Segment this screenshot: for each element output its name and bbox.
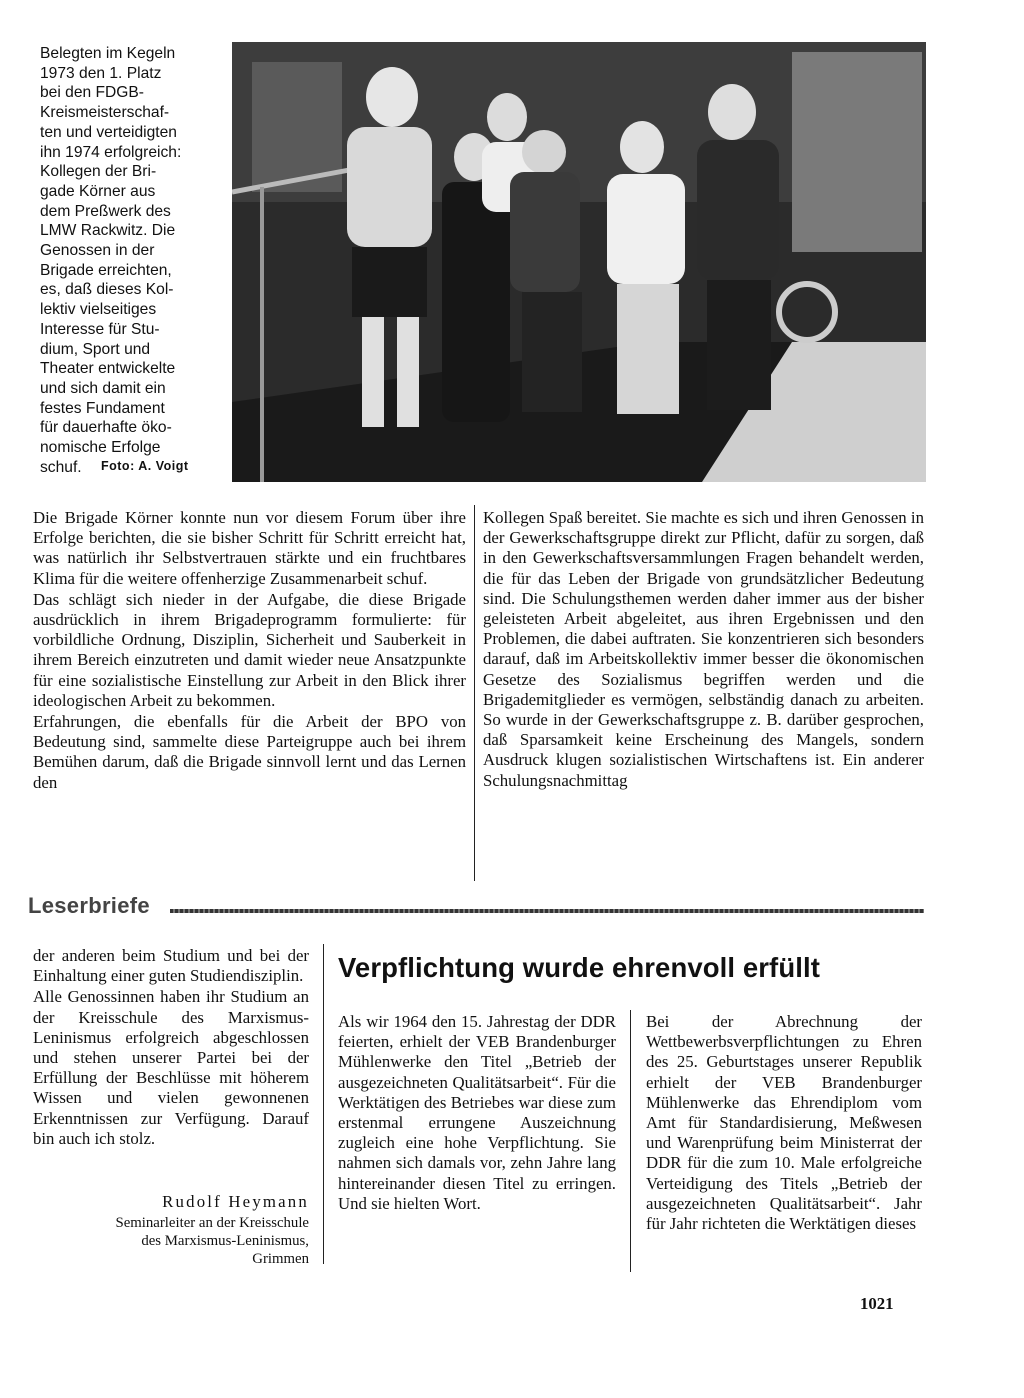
letter-2-column-2 <box>646 1012 922 1234</box>
article-paragraph: Erfahrungen, die ebenfalls für die Arbeit der BPO von Bedeutung sind, sammelte diese Parteigruppe auch bei ihrem Bemühen darum, daß die Brigade sinnvoll lernt und das Lernen den <box>33 712 466 792</box>
section-rule <box>170 909 924 913</box>
letter-1-author: Rudolf Heymann <box>162 1192 309 1211</box>
section-header <box>28 893 924 923</box>
letter-paragraph: Alle Genossinnen haben ihr Studium an der Kreisschule des Marxismus-Leninismus erfolgreich abgeschlossen und stehen unserer Partei bei der Erfüllung der Beschlüsse mit höherem Wissen und vielen gewonnenen Erkenntnissen zur Verfügung. Darauf bin auch ich stolz. <box>33 987 309 1148</box>
letter-paragraph: Als wir 1964 den 15. Jahrestag der DDR feierten, erhielt der VEB Brandenburger Mühlenwerke den Titel „Betrieb der ausgezeichneten Qualitätsarbeit“. Für die Werktätigen des Betriebes war diese zum erstenmal errungene Auszeichnung zugleich eine hohe Verpflichtung. Sie nahmen sich damals vor, zehn Jahre lang hintereinander diesen Titel zu erringen. Und sie hielten Wort. <box>338 1012 616 1213</box>
photo-credit: Foto: A. Voigt <box>101 459 189 473</box>
letter-2-column-1 <box>338 1012 616 1214</box>
article-paragraph: Kollegen Spaß bereitet. Sie machte es sich und ihren Genossen in der Gewerkschaftsgruppe direkt zur Pflicht, dafür zu sorgen, daß in den Gewerkschaftsversammlungen Fragen behandelt werden, die für das Leben der Brigade von grundsätzlicher Bedeutung sind. Die Schulungsthemen werden daher immer aus der bisher geleisteten Arbeit abgeleitet, aus ihren Ergebnissen und den Problemen, die dabei auftraten. Sie konzentrieren sich besonders darauf, daß im Arbeitskollektiv immer besser die ökonomischen Gesetze des Sozialismus begriffen werden und die Brigademitglieder es vermögen, selbständig danach zu arbeiten. So wurde in der Gewerkschaftsgruppe z. B. darüber gesprochen, daß Sparsamkeit keine Erscheinung des Mangels, sondern Ausdruck klugen sozialistischen Wirtschaftens ist. Ein anderer Schulungsnachmittag <box>483 508 924 790</box>
section-label: Leserbriefe <box>28 893 150 918</box>
article-column-1 <box>33 508 466 793</box>
page-number: 1021 <box>860 1294 894 1313</box>
letter-paragraph: Bei der Abrechnung der Wettbewerbsverpflichtungen zu Ehren des 25. Geburtstages unserer Republik erhielt der VEB Brandenburger Mühlenwerke das Ehrendiplom vom Amt für Standardisierung, Meßwesen und Warenprüfung beim Ministerrat der DDR für die zum 10. Male erfolgreiche Verteidigung des Titels „Betrieb der ausgezeichneten Qualitätsarbeit“. Jahr für Jahr richteten die Werktätigen dieses <box>646 1012 922 1234</box>
article-column-2 <box>483 508 924 791</box>
letter-2-headline: Verpflichtung wurde ehrenvoll erfüllt <box>338 952 820 983</box>
photo-caption: Belegten im Kegeln 1973 den 1. Platz bei den FDGB- Kreismeisterschaf- ten und verteidigten ihn 1974 erfolgreich: Kollegen der Bri- gade Körner aus dem Preßwerk des LMW Rackwitz. Die Genossen in der Brigade erreichten, es, daß dieses Kol- lektiv vielseitiges Interesse für Stu- dium, Sport und Theater entwickelte und sich damit ein festes Fundament für dauerhafte öko- nomische Erfolge schuf. <box>40 45 182 476</box>
letter-paragraph: der anderen beim Studium und bei der Einhaltung einer guten Studiendisziplin. <box>33 946 309 986</box>
photo-illustration <box>232 42 926 482</box>
column-divider <box>323 944 324 1264</box>
column-divider <box>630 1010 631 1272</box>
article-paragraph: Die Brigade Körner konnte nun vor diesem Forum über ihre Erfolge berichten, die sie bisher Schritt für Schritt erreicht hat, was natürlich ihr Selbstvertrauen stärkte und ein fruchtbares Klima für die weitere offenherzige Zusammenarbeit schuf. <box>33 508 466 588</box>
letter-1-body <box>33 946 309 1149</box>
column-divider <box>474 505 475 881</box>
letter-1-author-role: Seminarleiter an der Kreisschule des Marxismus-Leninismus, Grimmen <box>115 1215 309 1267</box>
article-paragraph: Das schlägt sich nieder in der Aufgabe, die diese Brigade ausdrücklich in ihrem Brigadeprogramm formulierte: für vorbildliche Ordnung, Disziplin, Sicherheit und Sauberkeit in ihrem Bereich einzutreten und damit wieder neue Ansatzpunkte für eine sozialistische Einstellung zur Arbeit in den Blick ihrer ideologischen Arbeit zu bekommen. <box>33 589 466 710</box>
bowling-team-photo <box>232 42 926 482</box>
